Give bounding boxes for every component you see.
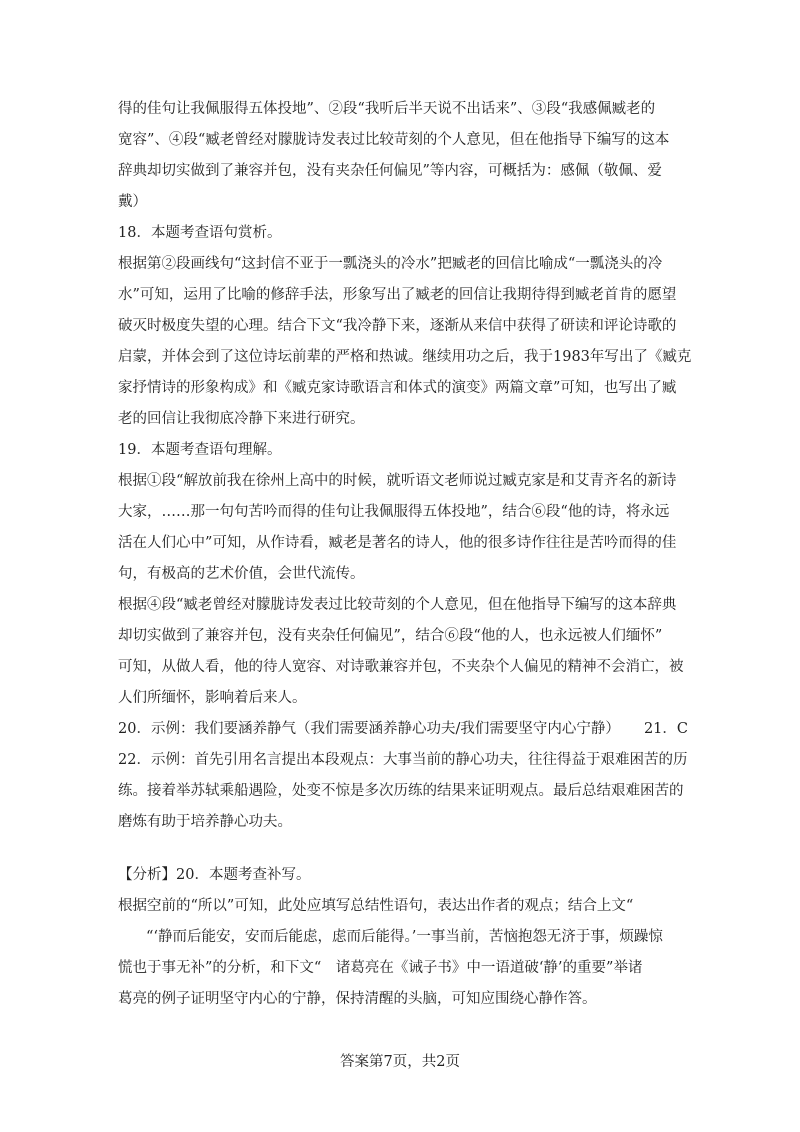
text-line: 葛亮的例子证明坚守内心的宁静，保持清醒的头脑，可知应围绕心静作答。 [118,991,597,1007]
analysis-heading: 【分析】20．本题考查补写。 [118,867,311,883]
text-line: 启蒙，并体会到了这位诗坛前辈的严格和热诚。继续用功之后，我于1983年写出了《臧克 [118,349,692,365]
text-line: 根据①段“解放前我在徐州上高中的时候，就听语文老师说过臧克家是和艾青齐名的新诗 [118,473,677,489]
text-line: 人们所缅怀，影响着后来人。 [118,690,307,706]
text-line: 家抒情诗的形象构成》和《臧克家诗歌语言和体式的演变》两篇文章”可知，也写出了臧 [118,380,677,396]
answer-22-line: 练。接着举苏轼乘船遇险，处变不惊是多次历练的结果来证明观点。最后总结艰难困苦的 [118,783,684,799]
text-line: 活在人们心中”可知，从作诗看，臧老是著名的诗人，他的很多诗作往往是苦吟而得的佳 [118,535,677,551]
text-line: “‘静而后能安，安而后能虑，虑而后能得。’一事当前，苦恼抱怨无济于事，烦躁惊 [146,929,663,945]
question-heading-19: 19．本题考查语句理解。 [118,442,282,458]
text-line: 破灭时极度失望的心理。结合下文“我冷静下来，逐渐从来信中获得了研读和评论诗歌的 [118,318,677,334]
text-line: 根据④段“臧老曾经对朦胧诗发表过比较苛刻的个人意见，但在他指导下编写的这本辞典 [118,597,677,613]
answer-20: 20．示例：我们要涵养静气（我们需要涵养静心功夫/我们需要坚守内心宁静） [118,721,620,737]
text-line: 根据第②段画线句“这封信不亚于一瓢浇头的冷水”把臧老的回信比喻成“一瓢浇头的冷 [118,256,663,272]
text-line: 却切实做到了兼容并包，没有夹杂任何偏见”，结合⑥段“他的人，也永远被人们缅怀” [118,628,663,644]
text-line: 大家，……那一句句苦吟而得的佳句让我佩服得五体投地”，结合⑥段“他的诗，将永远 [118,504,670,520]
answer-row-20-21 [118,714,688,745]
answer-content [118,94,692,1015]
text-line: 可知，从做人看，他的待人宽容、对诗歌兼容并包，不夹杂个人偏见的精神不会消亡，被 [118,659,684,675]
text-line: 辞典却切实做到了兼容并包，没有夹杂任何偏见”等内容，可概括为：感佩（敬佩、爱 [118,163,662,179]
page-footer: 答案第7页，共2页 [340,1054,460,1070]
text-line: 句，有极高的艺术价值，会世代流传。 [118,566,365,582]
text-line: 慌也于事无补”的分析，和下文“ 诸葛亮在《诫子书》中一语道破‘静’的重要”举诸 [118,960,643,976]
text-line: 水”可知，运用了比喻的修辞手法，形象写出了臧老的回信让我期待得到臧老首肯的愿望 [118,287,677,303]
question-heading-18: 18．本题考查语句赏析。 [118,225,282,241]
paragraph-gap [118,838,688,860]
answer-22-line: 磨炼有助于培养静心功夫。 [118,814,292,830]
text-line: 宽容”、④段“臧老曾经对朦胧诗发表过比较苛刻的个人意见，但在他指导下编写的这本 [118,132,670,148]
text-line: 根据空前的“所以”可知，此处应填写总结性语句，表达出作者的观点；结合上文“ [118,898,634,914]
text-line: 老的回信让我彻底冷静下来进行研究。 [118,411,365,427]
text-line: 戴） [118,194,147,210]
answer-22-line: 22．示例：首先引用名言提出本段观点：大事当前的静心功夫，往往得益于艰难困苦的历 [118,752,688,768]
text-line: 得的佳句让我佩服得五体投地”、②段“我听后半天说不出话来”、③段“我感佩臧老的 [118,101,656,117]
answer-21: 21．C [643,721,688,737]
